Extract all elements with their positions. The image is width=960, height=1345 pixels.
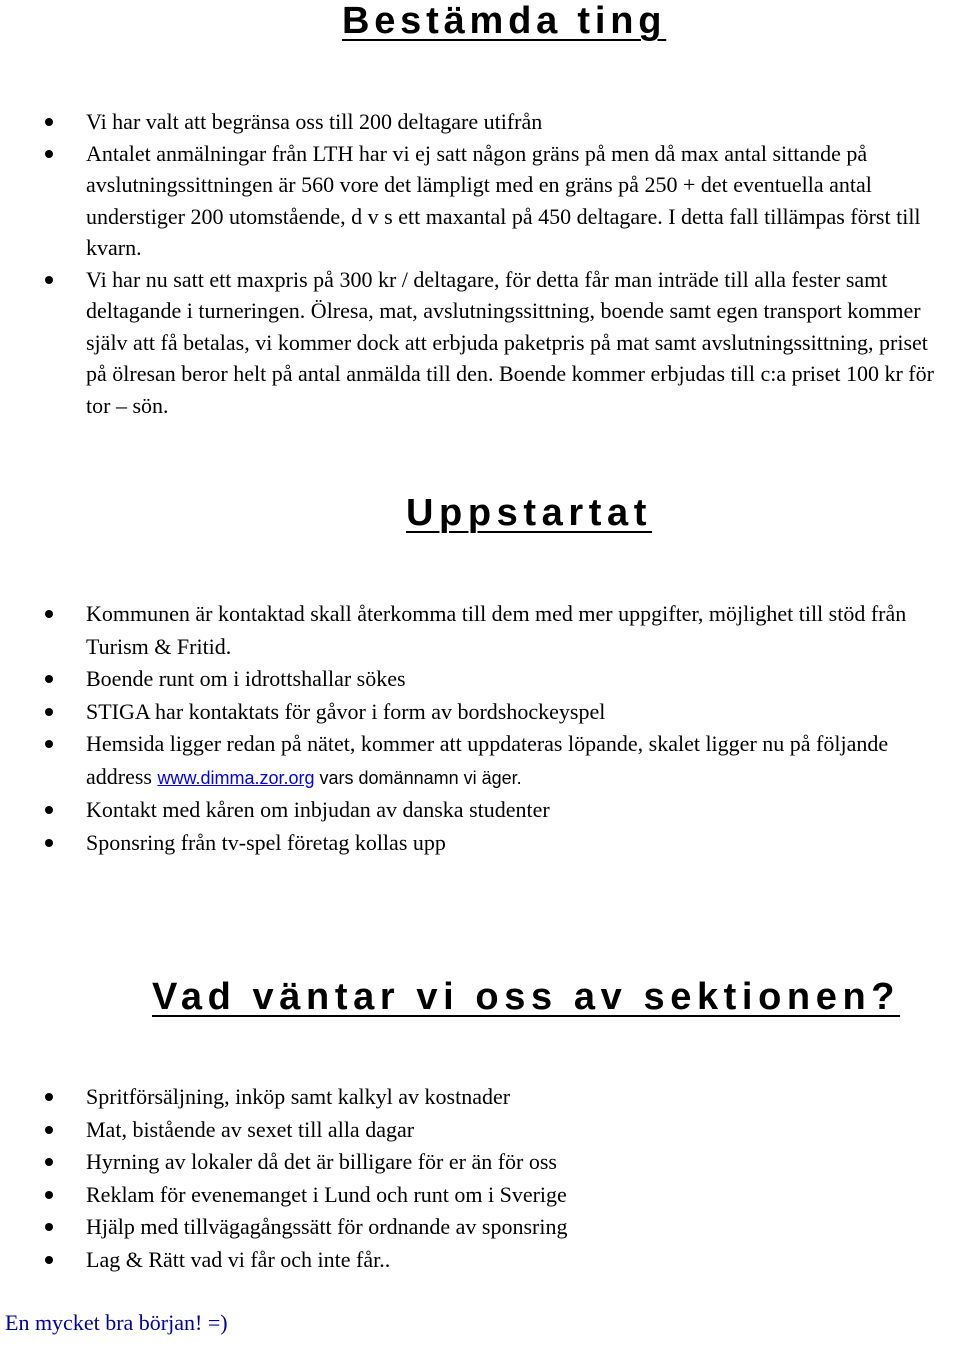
list-item: Mat, bistående av sexet till alla dagar — [0, 1114, 948, 1147]
list-item: STIGA har kontaktats för gåvor i form av bordshockeyspel — [0, 696, 948, 729]
list-item: Kontakt med kåren om inbjudan av danska studenter — [0, 794, 948, 827]
decided-list — [0, 106, 948, 421]
website-link[interactable]: www.dimma.zor.org — [157, 767, 315, 788]
list-item: Vi har nu satt ett maxpris på 300 kr / deltagare, för detta får man inträde till alla fester samt deltagande i turneringen. Ölresa, mat, avslutningssittning, boende samt egen transport kommer själv att få betalas, vi kommer dock att erbjuda paketpris på mat samt avslutningssittning, priset på ölresan beror helt på antal anmälda till den. Boende kommer erbjudas till c:a priset 100 kr för tor – sön. — [0, 264, 948, 422]
list-item: Kommunen är kontaktad skall återkomma till dem med mer uppgifter, möjlighet till stöd från Turism & Fritid. — [0, 598, 948, 663]
heading-bestamda-ting: Bestämda ting — [342, 0, 667, 42]
list-item-website — [0, 728, 948, 794]
list-item: Lag & Rätt vad vi får och inte får.. — [0, 1244, 948, 1277]
waiting-list — [0, 1081, 948, 1276]
heading-uppstartat: Uppstartat — [406, 492, 653, 534]
list-item: Hjälp med tillvägagångssätt för ordnande av sponsring — [0, 1211, 948, 1244]
list-item: Reklam för evenemanget i Lund och runt om i Sverige — [0, 1179, 948, 1212]
list-item: Antalet anmälningar från LTH har vi ej satt någon gräns på men då max antal sittande på avslutningssittningen är 560 vore det lämpligt med en gräns på 250 + det eventuella antal understiger 200 utomstående, d v s ett maxantal på 450 deltagare. I detta fall tillämpas först till kvarn. — [0, 138, 948, 264]
list-item: Vi har valt att begränsa oss till 200 deltagare utifrån — [0, 106, 948, 138]
website-suffix: vars domännamn vi äger. — [314, 767, 522, 788]
footer-note: En mycket bra början! =) — [5, 1310, 228, 1335]
list-item: Hyrning av lokaler då det är billigare för er än för oss — [0, 1146, 948, 1179]
started-list — [0, 598, 948, 859]
list-item: Sponsring från tv-spel företag kollas upp — [0, 827, 948, 860]
website-text: Hemsida ligger redan på nätet, kommer att uppdateras löpande, skalet ligger nu på följande address — [86, 731, 889, 789]
list-item: Spritförsäljning, inköp samt kalkyl av kostnader — [0, 1081, 948, 1114]
list-item: Boende runt om i idrottshallar sökes — [0, 663, 948, 696]
heading-vad-vantar-vi: Vad väntar vi oss av sektionen? — [152, 976, 901, 1018]
